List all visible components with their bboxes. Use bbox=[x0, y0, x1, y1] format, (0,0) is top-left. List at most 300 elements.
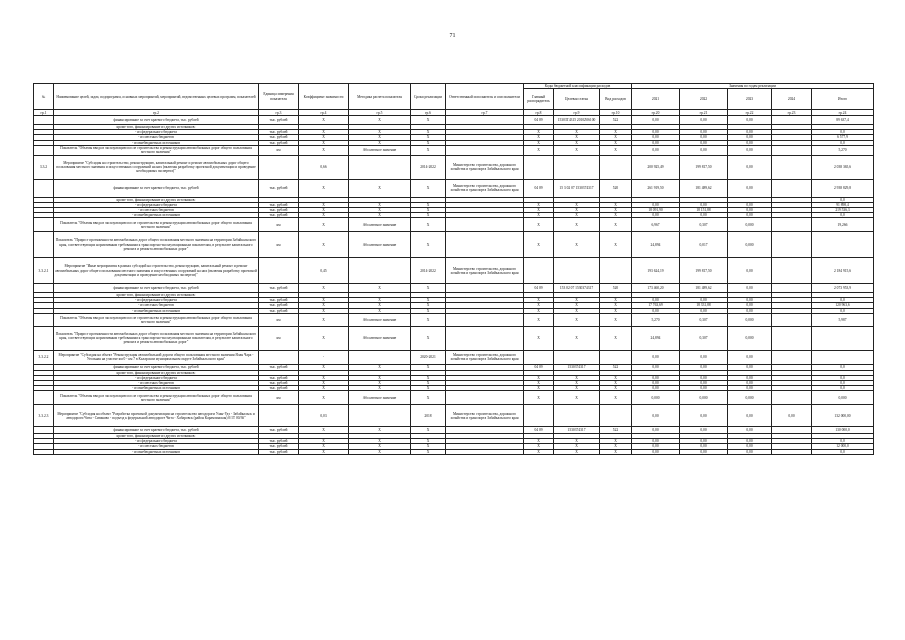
row-term: X bbox=[411, 449, 446, 454]
row-unit: км bbox=[259, 313, 299, 326]
row-executor bbox=[446, 427, 524, 434]
row-name: - из федерального бюджета bbox=[54, 439, 259, 444]
row-target-article: X bbox=[554, 130, 600, 135]
row-number: 3.3.2.3 bbox=[34, 405, 54, 427]
row-target-article: X bbox=[554, 298, 600, 303]
row-value-2022: 0,00 bbox=[680, 375, 728, 380]
row-value-2024 bbox=[772, 350, 812, 364]
row-expense-type bbox=[600, 350, 632, 364]
row-expense-type: X bbox=[600, 298, 632, 303]
row-value-2021: 0,00 bbox=[632, 439, 680, 444]
row-unit: тыс. рублей bbox=[259, 202, 299, 207]
row-value-2021: 0,000 bbox=[632, 391, 680, 405]
row-value-2023: 0,00 bbox=[728, 140, 772, 145]
row-method: Абсолютное значение bbox=[349, 326, 411, 350]
row-name: - из внебюджетных источников bbox=[54, 213, 259, 218]
table-row bbox=[34, 258, 874, 284]
row-value-2023: 0,00 bbox=[728, 298, 772, 303]
row-unit: км bbox=[259, 232, 299, 258]
row-value-2021: 0,00 bbox=[632, 145, 680, 155]
row-target-article bbox=[554, 258, 600, 284]
row-name: Показатель "Объемы ввода в эксплуатацию после строительства и реконструкции автомобильных дорог общего пользования местного значения" bbox=[54, 391, 259, 405]
row-total: 0,0 bbox=[812, 364, 874, 370]
row-expense-type: 522 bbox=[600, 427, 632, 434]
row-total: 91 898,4 bbox=[812, 202, 874, 207]
row-unit: км bbox=[259, 218, 299, 232]
row-term: X bbox=[411, 326, 446, 350]
table-row bbox=[34, 391, 874, 405]
row-number bbox=[34, 449, 54, 454]
row-executor bbox=[446, 391, 524, 405]
row-coefficient: X bbox=[299, 298, 349, 303]
row-target-article: X bbox=[554, 213, 600, 218]
row-executor bbox=[446, 313, 524, 326]
row-value-2022: 0,00 bbox=[680, 444, 728, 449]
table-row bbox=[34, 313, 874, 326]
row-value-2023: 0,000 bbox=[728, 218, 772, 232]
row-coefficient: X bbox=[299, 179, 349, 197]
row-expense-type: X bbox=[600, 140, 632, 145]
row-value-2022: 0,00 bbox=[680, 308, 728, 313]
row-method: X bbox=[349, 130, 411, 135]
row-expense-type: 522 bbox=[600, 364, 632, 370]
header-coefficient: Коэффициент значимости bbox=[299, 84, 349, 110]
header-year-2022: 2022 bbox=[680, 89, 728, 110]
row-value-2022: 0,00 bbox=[680, 130, 728, 135]
row-term: X bbox=[411, 308, 446, 313]
row-value-2021: 0,00 bbox=[632, 202, 680, 207]
row-name: - из федерального бюджета bbox=[54, 298, 259, 303]
row-total: 219 536,3 bbox=[812, 207, 874, 212]
col-number: гр.8 bbox=[524, 110, 554, 116]
row-coefficient: X bbox=[299, 386, 349, 391]
row-number bbox=[34, 313, 54, 326]
row-name: Мероприятие "Субсидия на строительство, реконструкцию, капитальный ремонт и ремонт автомобильных дорог общего пользования местного значения и искусственных сооружений на них (включая разработку проектной документации и проведение необходимых экспертиз)" bbox=[54, 155, 259, 179]
row-value-2024 bbox=[772, 284, 812, 293]
row-method: X bbox=[349, 364, 411, 370]
row-total bbox=[812, 350, 874, 364]
header-year-2024: 2024 bbox=[772, 89, 812, 110]
row-value-2024 bbox=[772, 326, 812, 350]
row-coefficient: X bbox=[299, 313, 349, 326]
row-coefficient: 0,03 bbox=[299, 405, 349, 427]
row-unit: тыс. рублей bbox=[259, 380, 299, 385]
row-method: X bbox=[349, 449, 411, 454]
row-method: X bbox=[349, 135, 411, 140]
row-executor bbox=[446, 116, 524, 125]
row-coefficient: X bbox=[299, 232, 349, 258]
row-method: X bbox=[349, 116, 411, 125]
row-term: X bbox=[411, 380, 446, 385]
row-name: финансирование за счет краевого бюджета, тыс. рублей bbox=[54, 116, 259, 125]
col-number: гр.7 bbox=[446, 110, 524, 116]
row-value-2023: 0,00 bbox=[728, 130, 772, 135]
row-total: 0,0 bbox=[812, 449, 874, 454]
row-target-article: 1530374317 bbox=[554, 427, 600, 434]
row-name: - из внебюджетных источников bbox=[54, 449, 259, 454]
row-method: X bbox=[349, 386, 411, 391]
row-term: X bbox=[411, 116, 446, 125]
row-target-article: X bbox=[554, 202, 600, 207]
row-total: 0,0 bbox=[812, 375, 874, 380]
table-row bbox=[34, 405, 874, 427]
row-value-2023: 0,00 bbox=[728, 258, 772, 284]
row-name: - из местных бюджетов bbox=[54, 380, 259, 385]
row-total: 5,987 bbox=[812, 313, 874, 326]
row-value-2021: 0,00 bbox=[632, 427, 680, 434]
row-grbs bbox=[524, 405, 554, 427]
row-name: - из федерального бюджета bbox=[54, 375, 259, 380]
row-value-2021: 24,894 bbox=[632, 326, 680, 350]
row-unit: тыс. рублей bbox=[259, 375, 299, 380]
row-value-2022: 18 331,88 bbox=[680, 303, 728, 308]
row-name: Показатель "Объемы ввода в эксплуатацию после строительства и реконструкции автомобильных дорог общего пользования местного значения" bbox=[54, 218, 259, 232]
row-method: X bbox=[349, 284, 411, 293]
row-target-article: X bbox=[554, 444, 600, 449]
row-grbs: X bbox=[524, 386, 554, 391]
row-value-2023: 0,00 bbox=[728, 207, 772, 212]
row-expense-type: 520 bbox=[600, 284, 632, 293]
row-term: X bbox=[411, 207, 446, 212]
row-method bbox=[349, 258, 411, 284]
row-value-2023: 0,000 bbox=[728, 232, 772, 258]
row-value-2023: 0,00 bbox=[728, 444, 772, 449]
row-coefficient: X bbox=[299, 202, 349, 207]
row-unit: тыс. рублей bbox=[259, 364, 299, 370]
row-target-article: X bbox=[554, 140, 600, 145]
row-value-2021: 0,00 bbox=[632, 364, 680, 370]
row-expense-type: X bbox=[600, 218, 632, 232]
row-grbs: X bbox=[524, 326, 554, 350]
col-number: гр.9 bbox=[554, 110, 600, 116]
header-no: № bbox=[34, 84, 54, 110]
row-expense-type: X bbox=[600, 439, 632, 444]
row-target-article: X bbox=[554, 386, 600, 391]
row-grbs: X bbox=[524, 391, 554, 405]
row-executor bbox=[446, 449, 524, 454]
row-name: финансирование за счет краевого бюджета, тыс. рублей bbox=[54, 179, 259, 197]
row-name: - из федерального бюджета bbox=[54, 130, 259, 135]
row-target-article: 153 02 07 1530374317 bbox=[554, 284, 600, 293]
row-value-2021: 200 925,49 bbox=[632, 155, 680, 179]
row-name: Мероприятие "Субсидия на объект "Разработка проектной документации на строительство автодороги Улан-Удэ - Забайкальск и автодороги Чита - Сиваково - подъезд к федеральной автодороге Чита - Хабаровск (район Карамзинская) 0/1Т 00/36" bbox=[54, 405, 259, 427]
row-value-2022: 0,00 bbox=[680, 145, 728, 155]
row-total bbox=[812, 232, 874, 258]
row-term: 2014-2022 bbox=[411, 155, 446, 179]
row-number bbox=[34, 145, 54, 155]
row-grbs: X bbox=[524, 202, 554, 207]
row-method: X bbox=[349, 213, 411, 218]
header-term: Сроки реализации bbox=[411, 84, 446, 110]
row-target-article bbox=[554, 350, 600, 364]
row-value-2022: 0,00 bbox=[680, 135, 728, 140]
row-method: Абсолютное значение bbox=[349, 218, 411, 232]
row-unit: тыс. рублей bbox=[259, 135, 299, 140]
row-value-2021: 17 763,69 bbox=[632, 303, 680, 308]
row-coefficient: 0,45 bbox=[299, 258, 349, 284]
row-value-2022: 0,00 bbox=[680, 298, 728, 303]
row-target-article: 15303Т4315 2010Z06100 bbox=[554, 116, 600, 125]
table-row bbox=[34, 179, 874, 197]
row-name: Мероприятие "Иные мероприятия в рамках субсидий на строительство, реконструкцию, капитальный ремонт и ремонт автомобильных дорог общего пользования местного значения и искусственных сооружений на них (включая разработку проектной документации и проведение необходимых экспертиз)" bbox=[54, 258, 259, 284]
row-expense-type: X bbox=[600, 130, 632, 135]
row-target-article: X bbox=[554, 375, 600, 380]
row-value-2022: 0,00 bbox=[680, 202, 728, 207]
row-term: X bbox=[411, 364, 446, 370]
row-name: кроме того, финансирование из других источников: bbox=[54, 370, 259, 375]
row-total: 0,0 bbox=[812, 308, 874, 313]
row-method: Абсолютное значение bbox=[349, 313, 411, 326]
row-method: X bbox=[349, 140, 411, 145]
row-target-article: X bbox=[554, 391, 600, 405]
row-coefficient: X bbox=[299, 213, 349, 218]
row-name: Показатель "Прирост протяженности автомобильных дорог общего пользования местного значения на территории Забайкальского края, соответствующих нормативным требованиям к транспортно-эксплуатационным показателям, в результате капитального ремонта и ремонта автомобильных дорог" bbox=[54, 232, 259, 258]
row-name: финансирование за счет краевого бюджета, тыс. рублей bbox=[54, 364, 259, 370]
row-unit: тыс. рублей bbox=[259, 439, 299, 444]
row-number bbox=[34, 284, 54, 293]
row-number bbox=[34, 218, 54, 232]
row-unit bbox=[259, 405, 299, 427]
row-grbs: 04 09 bbox=[524, 364, 554, 370]
row-expense-type: X bbox=[600, 449, 632, 454]
row-coefficient: X bbox=[299, 140, 349, 145]
row-name: кроме того, финансирование из других источников: bbox=[54, 197, 259, 202]
row-grbs bbox=[524, 258, 554, 284]
row-value-2021: 0,00 bbox=[632, 444, 680, 449]
row-term: X bbox=[411, 298, 446, 303]
row-coefficient: X bbox=[299, 449, 349, 454]
table-row bbox=[34, 232, 874, 258]
row-unit: тыс. рублей bbox=[259, 303, 299, 308]
row-expense-type: X bbox=[600, 386, 632, 391]
row-name: - из местных бюджетов bbox=[54, 444, 259, 449]
row-grbs: X bbox=[524, 213, 554, 218]
row-value-2024 bbox=[772, 218, 812, 232]
row-grbs: X bbox=[524, 218, 554, 232]
header-method: Методика расчета показателя bbox=[349, 84, 411, 110]
row-grbs: X bbox=[524, 207, 554, 212]
row-total: 6 577,9 bbox=[812, 135, 874, 140]
row-executor bbox=[446, 218, 524, 232]
row-name: - из местных бюджетов bbox=[54, 207, 259, 212]
row-grbs: X bbox=[524, 375, 554, 380]
row-name: Показатель "Объемы ввода в эксплуатацию после строительства и реконструкции автомобильных дорог общего пользования местного значения" bbox=[54, 145, 259, 155]
row-coefficient: X bbox=[299, 364, 349, 370]
row-expense-type: X bbox=[600, 313, 632, 326]
table-body bbox=[34, 116, 874, 455]
row-unit: тыс. рублей bbox=[259, 213, 299, 218]
row-term: X bbox=[411, 135, 446, 140]
row-expense-type: X bbox=[600, 375, 632, 380]
row-target-article: X bbox=[554, 232, 600, 258]
row-value-2021: 24,894 bbox=[632, 232, 680, 258]
header-total: Итого bbox=[812, 89, 874, 110]
row-value-2022: 181 489,62 bbox=[680, 179, 728, 197]
row-value-2023: 0,00 bbox=[728, 135, 772, 140]
row-unit bbox=[259, 350, 299, 364]
row-coefficient: X bbox=[299, 116, 349, 125]
header-grbs: Главный распорядитель bbox=[524, 89, 554, 110]
row-value-2024 bbox=[772, 179, 812, 197]
row-number bbox=[34, 326, 54, 350]
row-total: 130 000,0 bbox=[812, 427, 874, 434]
row-term: X bbox=[411, 386, 446, 391]
row-value-2024 bbox=[772, 232, 812, 258]
row-unit: тыс. рублей bbox=[259, 179, 299, 197]
row-value-2022: 0,00 bbox=[680, 116, 728, 125]
row-method: X bbox=[349, 303, 411, 308]
row-name: кроме того, финансирование из других источников: bbox=[54, 434, 259, 439]
row-coefficient: X bbox=[299, 135, 349, 140]
row-value-2023: 0,00 bbox=[728, 350, 772, 364]
row-value-2024 bbox=[772, 145, 812, 155]
header-year-2023: 2023 bbox=[728, 89, 772, 110]
row-coefficient: X bbox=[299, 145, 349, 155]
row-total: 0,0 bbox=[812, 380, 874, 385]
row-value-2024 bbox=[772, 155, 812, 179]
row-number bbox=[34, 427, 54, 434]
row-value-2024 bbox=[772, 116, 812, 125]
row-expense-type: X bbox=[600, 202, 632, 207]
row-executor bbox=[446, 145, 524, 155]
table-row bbox=[34, 145, 874, 155]
row-value-2024 bbox=[772, 313, 812, 326]
row-unit: тыс. рублей bbox=[259, 449, 299, 454]
row-total: 89 637,4 bbox=[812, 116, 874, 125]
row-value-2022: 0,00 bbox=[680, 427, 728, 434]
row-unit: км bbox=[259, 326, 299, 350]
row-grbs bbox=[524, 155, 554, 179]
row-value-2023: 0,00 bbox=[728, 116, 772, 125]
row-grbs: 04 09 bbox=[524, 179, 554, 197]
header-years-group: Значения по годам реализации bbox=[632, 84, 874, 89]
row-grbs: 04 09 bbox=[524, 427, 554, 434]
col-number: гр.1 bbox=[34, 110, 54, 116]
header-csr: Целевая статья bbox=[554, 89, 600, 110]
row-executor bbox=[446, 326, 524, 350]
row-value-2023: 0,00 bbox=[728, 427, 772, 434]
row-grbs: X bbox=[524, 313, 554, 326]
row-term: 2014-2022 bbox=[411, 258, 446, 284]
row-value-2021: 0,00 bbox=[632, 308, 680, 313]
row-total: 0,000 bbox=[812, 391, 874, 405]
row-term: X bbox=[411, 145, 446, 155]
row-expense-type: X bbox=[600, 135, 632, 140]
row-term: X bbox=[411, 391, 446, 405]
row-target-article bbox=[554, 155, 600, 179]
row-coefficient: X bbox=[299, 439, 349, 444]
row-total: 0,0 bbox=[812, 197, 874, 202]
row-name: Показатель "Объемы ввода в эксплуатацию после строительства и реконструкции автомобильных дорог общего пользования местного значения" bbox=[54, 313, 259, 326]
row-grbs: X bbox=[524, 140, 554, 145]
row-term: X bbox=[411, 303, 446, 308]
row-coefficient: 0,66 bbox=[299, 155, 349, 179]
row-expense-type: X bbox=[600, 207, 632, 212]
row-total bbox=[812, 326, 874, 350]
col-number: гр.6 bbox=[411, 110, 446, 116]
row-value-2023: 0,00 bbox=[728, 284, 772, 293]
row-number: 3.3.2.2 bbox=[34, 350, 54, 364]
row-value-2023: 0,000 bbox=[728, 391, 772, 405]
row-value-2022: 199 817,50 bbox=[680, 258, 728, 284]
row-target-article: 15 3 02 07 1530374317 bbox=[554, 179, 600, 197]
row-method: X bbox=[349, 427, 411, 434]
row-value-2022: 199 817,50 bbox=[680, 155, 728, 179]
row-method: X bbox=[349, 202, 411, 207]
row-name: Показатель "Прирост протяженности автомобильных дорог общего пользования местного значения на территории Забайкальского края, соответствующих нормативным требованиям к транспортно-эксплуатационным показателям, в результате капитального ремонта и ремонта автомобильных дорог" bbox=[54, 326, 259, 350]
row-coefficient: - bbox=[299, 350, 349, 364]
row-value-2023: 0,00 bbox=[728, 375, 772, 380]
row-value-2021: 0,00 bbox=[632, 449, 680, 454]
row-grbs: X bbox=[524, 303, 554, 308]
row-name: кроме того, финансирование из других источников: bbox=[54, 125, 259, 130]
row-target-article: X bbox=[554, 145, 600, 155]
row-number: 3.3.2 bbox=[34, 155, 54, 179]
row-expense-type: X bbox=[600, 213, 632, 218]
row-total: 19,266 bbox=[812, 218, 874, 232]
header-vr: Вид расходов bbox=[600, 89, 632, 110]
row-value-2023: 0,00 bbox=[728, 439, 772, 444]
row-value-2021: 0,00 bbox=[632, 135, 680, 140]
row-total: 0,0 bbox=[812, 439, 874, 444]
row-number bbox=[34, 232, 54, 258]
row-method: X bbox=[349, 179, 411, 197]
header-year-2021: 2021 bbox=[632, 89, 680, 110]
row-value-2023: 0,00 bbox=[728, 145, 772, 155]
row-method: X bbox=[349, 375, 411, 380]
row-total: 5,270 bbox=[812, 145, 874, 155]
row-total: 0,0 bbox=[812, 140, 874, 145]
row-method: X bbox=[349, 298, 411, 303]
row-name: - из местных бюджетов bbox=[54, 303, 259, 308]
row-grbs: X bbox=[524, 439, 554, 444]
row-unit: тыс. рублей bbox=[259, 116, 299, 125]
row-method: X bbox=[349, 207, 411, 212]
row-coefficient: X bbox=[299, 284, 349, 293]
row-term: 2018 bbox=[411, 405, 446, 427]
row-total: 120 963,6 bbox=[812, 303, 874, 308]
col-number: гр.22 bbox=[728, 110, 772, 116]
program-table bbox=[33, 83, 874, 455]
row-name: - из федерального бюджета bbox=[54, 202, 259, 207]
row-value-2022: 0,017 bbox=[680, 232, 728, 258]
row-value-2021: 0,00 bbox=[632, 380, 680, 385]
row-value-2023: 0,00 bbox=[728, 308, 772, 313]
row-value-2021: 0,00 bbox=[632, 405, 680, 427]
row-expense-type bbox=[600, 155, 632, 179]
row-value-2022: 0,307 bbox=[680, 218, 728, 232]
row-expense-type: X bbox=[600, 326, 632, 350]
row-number bbox=[34, 116, 54, 125]
row-method bbox=[349, 350, 411, 364]
row-coefficient: X bbox=[299, 207, 349, 212]
row-unit: км bbox=[259, 145, 299, 155]
row-value-2023: 0,00 bbox=[728, 364, 772, 370]
row-term: X bbox=[411, 213, 446, 218]
row-value-2022: 0,00 bbox=[680, 350, 728, 364]
table-header bbox=[34, 84, 874, 116]
table-row bbox=[34, 116, 874, 125]
col-number: гр.4 bbox=[299, 110, 349, 116]
table-row bbox=[34, 326, 874, 350]
row-total: 0,0 bbox=[812, 213, 874, 218]
row-coefficient: X bbox=[299, 391, 349, 405]
row-name: - из местных бюджетов bbox=[54, 135, 259, 140]
row-value-2022: 0,00 bbox=[680, 449, 728, 454]
row-value-2023: 0,00 bbox=[728, 179, 772, 197]
row-name: - из внебюджетных источников bbox=[54, 140, 259, 145]
col-number: гр.24 bbox=[812, 110, 874, 116]
